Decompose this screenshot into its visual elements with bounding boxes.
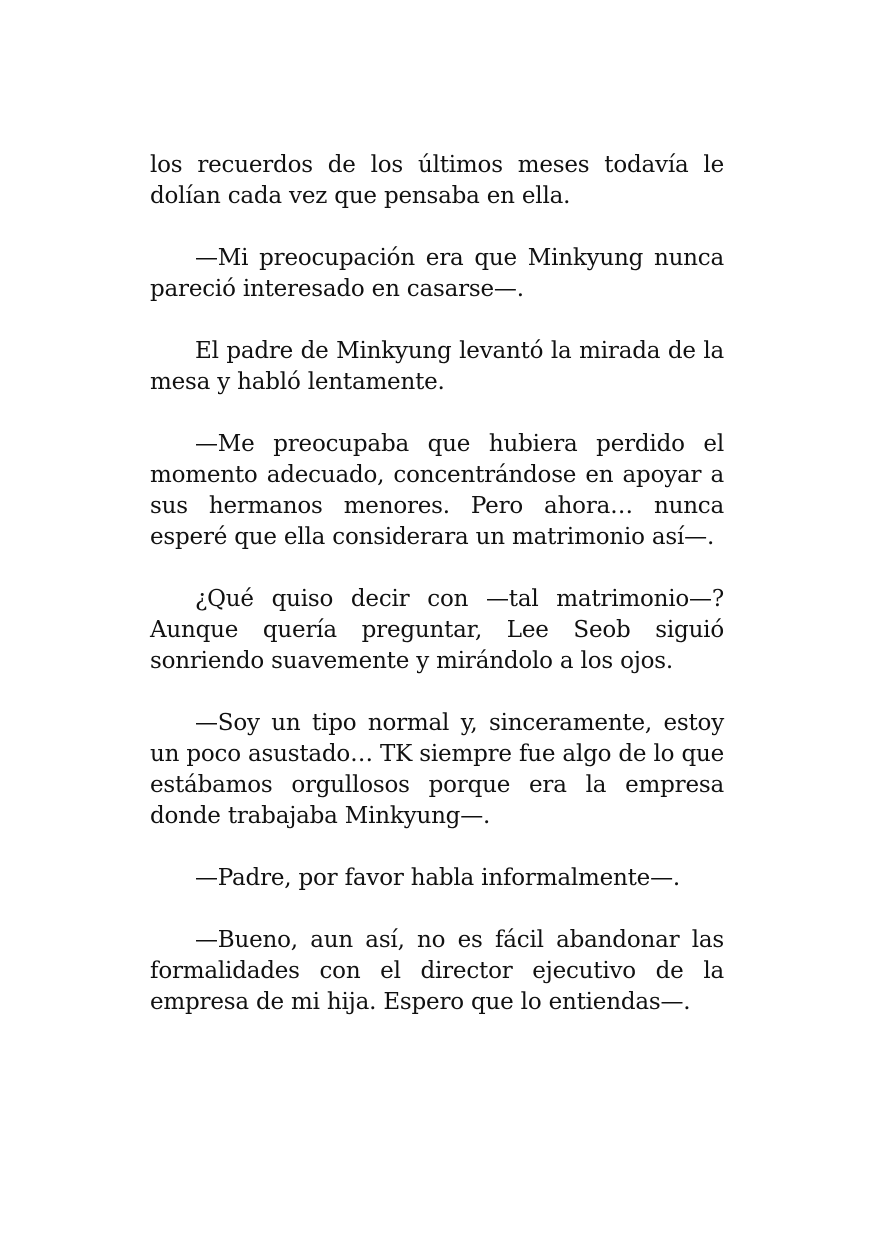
paragraph-2: —Mi preocupación era que Minkyung nunca pareció interesado en casarse—.	[150, 245, 724, 302]
paragraph-1: los recuerdos de los últimos meses todavía le dolían cada vez que pensaba en ella.	[150, 152, 724, 209]
paragraph-6: —Soy un tipo normal y, sinceramente, estoy un poco asustado… TK siempre fue algo de lo que estábamos orgullosos porque era la empresa donde trabajaba Minkyung—.	[150, 710, 724, 829]
paragraph-3: El padre de Minkyung levantó la mirada de la mesa y habló lentamente.	[150, 338, 724, 395]
paragraph-5: ¿Qué quiso decir con —tal matrimonio—? Aunque quería preguntar, Lee Seob siguió sonriendo suavemente y mirándolo a los ojos.	[150, 586, 724, 674]
paragraph-8: —Bueno, aun así, no es fácil abandonar las formalidades con el director ejecutivo de la empresa de mi hija. Espero que lo entiendas—.	[150, 927, 724, 1015]
paragraph-4: —Me preocupaba que hubiera perdido el momento adecuado, concentrándose en apoyar a sus hermanos menores. Pero ahora… nunca esperé que ella considerara un matrimonio así—.	[150, 431, 724, 550]
page-body	[150, 150, 724, 1049]
paragraph-7: —Padre, por favor habla informalmente—.	[195, 865, 680, 891]
